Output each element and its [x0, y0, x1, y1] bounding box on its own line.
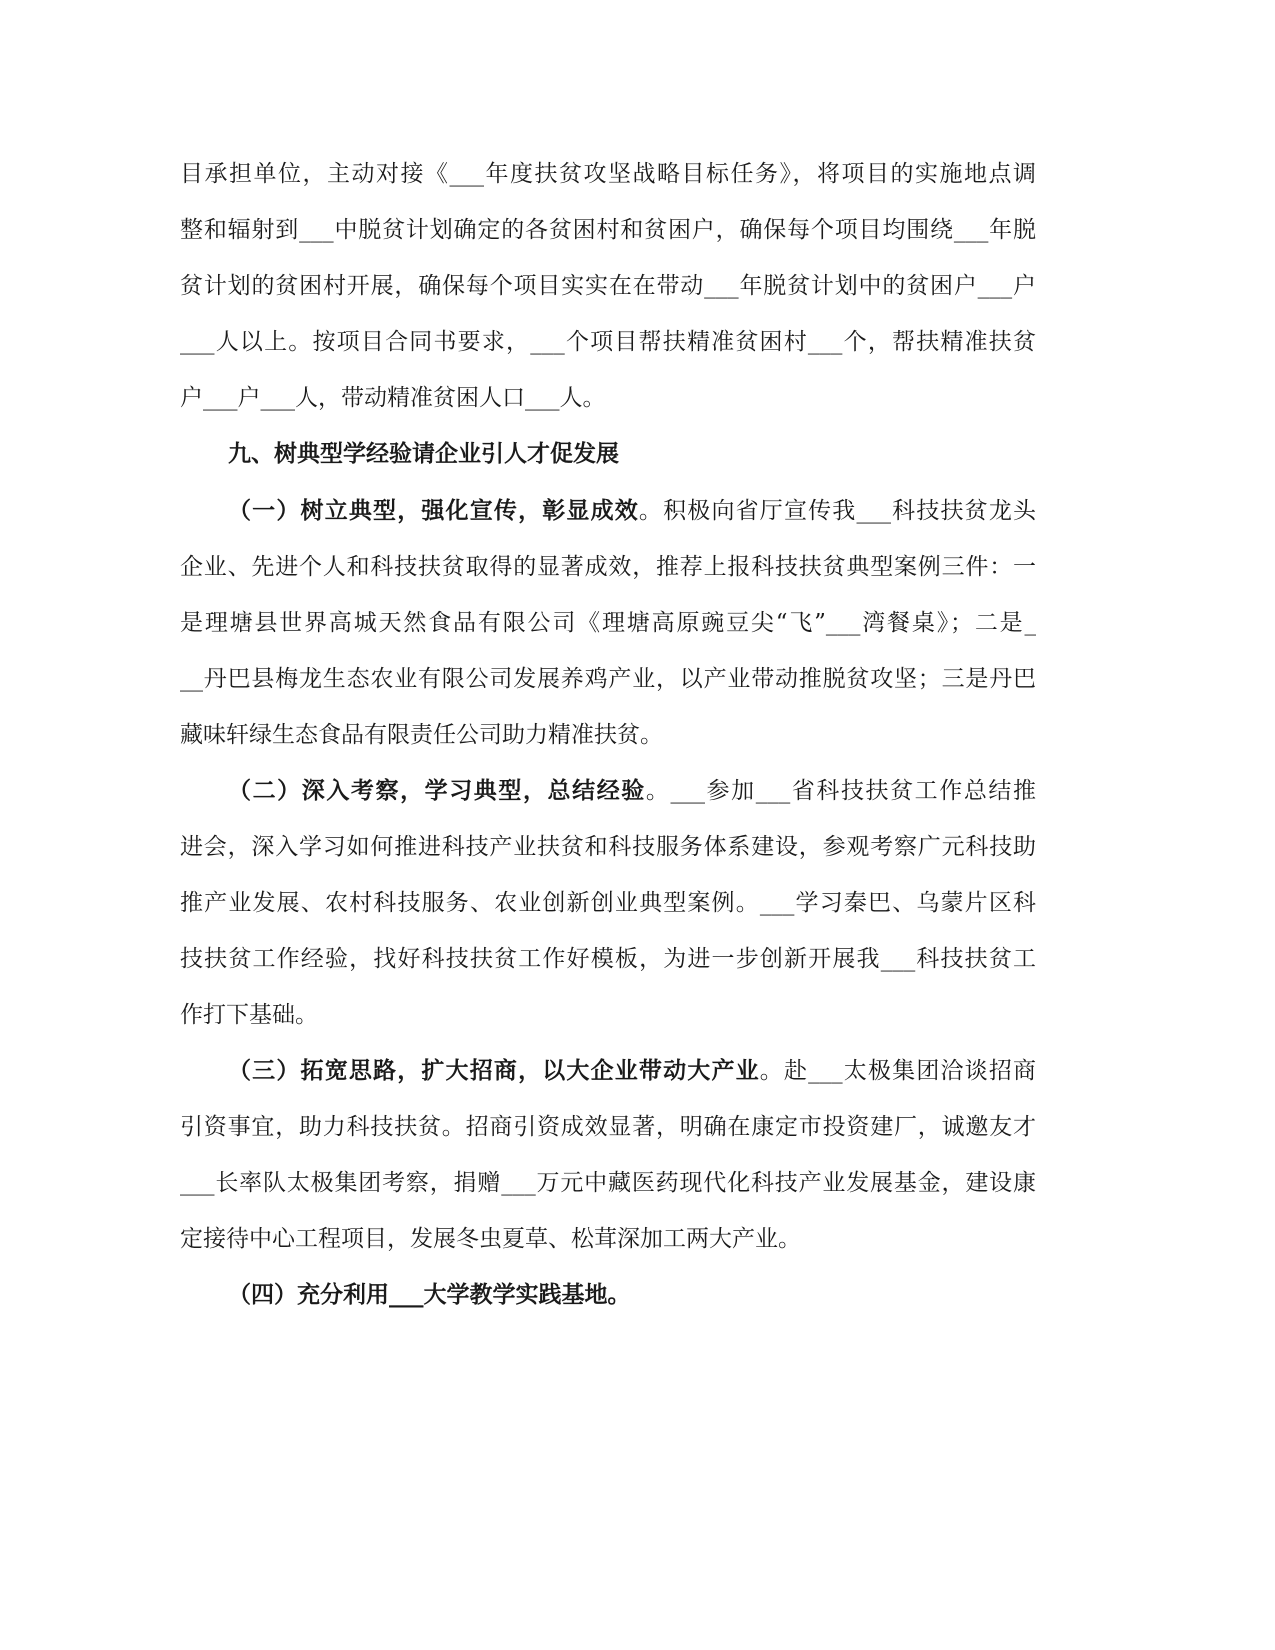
text-line: 推产业发展、农村科技服务、农业创新创业典型案例。___学习秦巴、乌蒙片区科 [180, 890, 1036, 916]
text-line: 定接待中心工程项目，发展冬虫夏草、松茸深加工两大产业。 [180, 1226, 801, 1252]
paragraph-text: 。赴___太极集团洽谈招商 [759, 1058, 1036, 1084]
paragraph-lead: （一）树立典型，强化宣传，彰显成效 [228, 497, 639, 524]
text-line: 藏味轩绿生态食品有限责任公司助力精准扶贫。 [180, 722, 663, 748]
text-line: __丹巴县梅龙生态农业有限公司发展养鸡产业，以产业带动推脱贫攻坚；三是丹巴 [180, 666, 1036, 692]
text-line: 企业、先进个人和科技扶贫取得的显著成效，推荐上报科技扶贫典型案例三件：一 [180, 554, 1036, 580]
paragraph-first-line [228, 775, 1036, 807]
text-line: ___人以上。按项目合同书要求，___个项目帮扶精准贫困村___个，帮扶精准扶贫 [180, 329, 1036, 355]
section-heading: （四）充分利用___大学教学实践基地。 [228, 1281, 631, 1308]
text-line: ___长率队太极集团考察，捐赠___万元中藏医药现代化科技产业发展基金，建设康 [180, 1170, 1036, 1196]
section-heading: 九、树典型学经验请企业引人才促发展 [228, 440, 619, 467]
text-line: 作打下基础。 [180, 1002, 318, 1028]
text-line: 引资事宜，助力科技扶贫。招商引资成效显著，明确在康定市投资建厂，诚邀友才 [180, 1114, 1036, 1140]
text-line: 目承担单位，主动对接《___年度扶贫攻坚战略目标任务》，将项目的实施地点调 [180, 161, 1036, 187]
text-line: 是理塘县世界高城天然食品有限公司《理塘高原豌豆尖“飞”___湾餐桌》；二是_ [180, 610, 1036, 636]
paragraph-text: 。___参加___省科技扶贫工作总结推 [645, 778, 1037, 804]
text-line: 进会，深入学习如何推进科技产业扶贫和科技服务体系建设，参观考察广元科技助 [180, 834, 1036, 860]
paragraph-first-line [228, 495, 1036, 527]
paragraph-first-line [228, 1055, 1036, 1087]
text-line: 户___户___人，带动精准贫困人口___人。 [180, 385, 606, 411]
text-line: 整和辐射到___中脱贫计划确定的各贫困村和贫困户，确保每个项目均围绕___年脱 [180, 217, 1036, 243]
paragraph-lead: （二）深入考察，学习典型，总结经验 [228, 777, 646, 804]
paragraph-lead: （三）拓宽思路，扩大招商，以大企业带动大产业 [228, 1057, 760, 1084]
text-line: 贫计划的贫困村开展，确保每个项目实实在在带动___年脱贫计划中的贫困户___户 [180, 273, 1036, 299]
text-line: 技扶贫工作经验，找好科技扶贫工作好模板，为进一步创新开展我___科技扶贫工 [180, 946, 1036, 972]
paragraph-text: 。积极向省厅宣传我___科技扶贫龙头 [638, 498, 1036, 524]
